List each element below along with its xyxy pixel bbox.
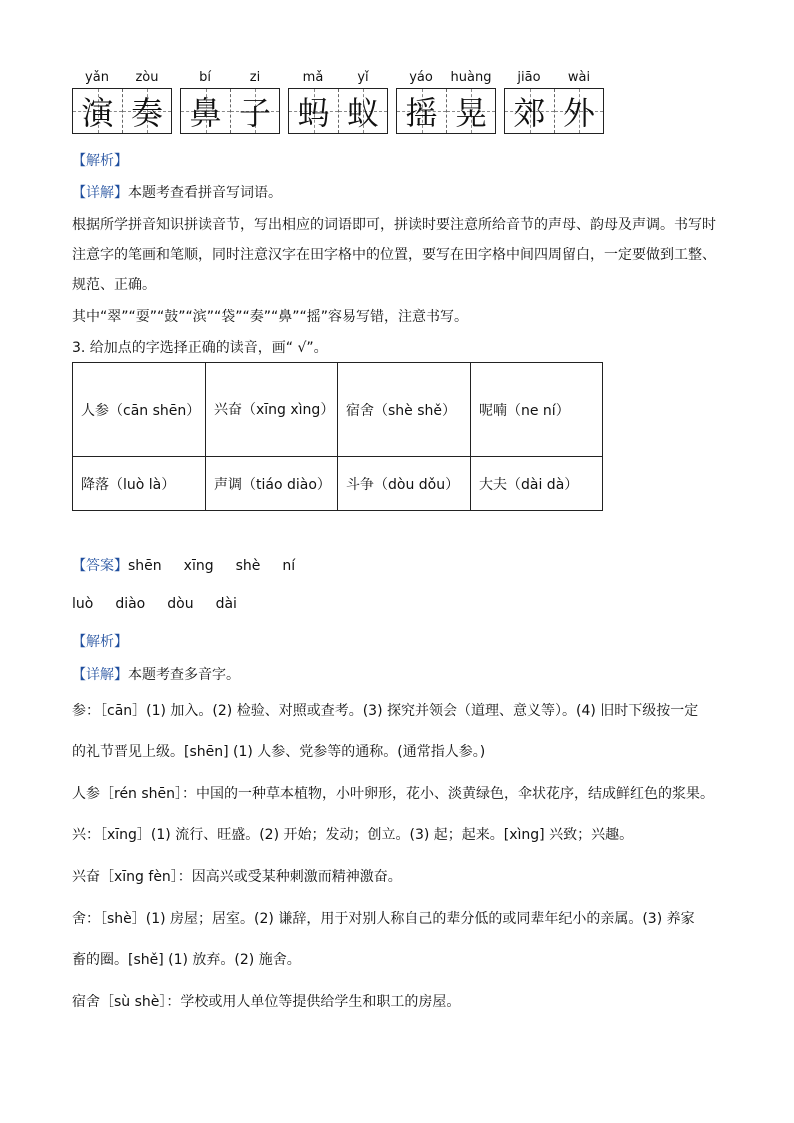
answer-item: luò: [72, 596, 94, 612]
answer-item: shēn: [128, 558, 162, 574]
tianzige-box: [180, 88, 280, 134]
pinyin-label: jiāo: [517, 70, 541, 85]
hanzi-char: 演: [81, 94, 114, 132]
table-cell: 大夫（dài dà）: [471, 457, 603, 511]
reading-options-table: [72, 362, 603, 511]
table-row: [73, 363, 603, 457]
answer-item: ní: [282, 558, 296, 574]
pinyin-label: bí: [199, 70, 211, 85]
pinyin-label: huàng: [450, 70, 492, 85]
hanzi-char: 郊: [513, 94, 546, 132]
answer-item: xīng: [183, 558, 214, 574]
paragraph-line: 根据所学拼音知识拼读音节，写出相应的词语即可，拼读时要注意所给音节的声母、韵母及声调。书写时: [72, 217, 716, 233]
paragraph-line: 注意字的笔画和笔顺，同时注意汉字在田字格中的位置，要写在田字格中间四周留白，一定要做到工整、: [72, 247, 716, 263]
hanzi-char: 摇: [405, 94, 438, 132]
hanzi-char: 蚂: [297, 94, 330, 132]
explanation-line: 畜的圈。[shě] (1) 放弃。(2) 施舍。: [72, 952, 301, 968]
table-cell: 宿舍（shè shě）: [338, 363, 471, 457]
explanation-line: 兴：［xīng］(1) 流行、旺盛。(2) 开始；发动；创立。(3) 起；起来。[xìng] 兴致；兴趣。: [72, 827, 634, 843]
xiangjie-line: [72, 182, 282, 202]
xiangjie-text: 本题考查看拼音写词语。: [128, 185, 282, 201]
explanation-line: 参：［cān］(1) 加入。(2) 检验、对照或查考。(3) 探究并领会（道理、意义等）。(4) 旧时下级按一定: [72, 703, 699, 719]
jiexi-heading: 【解析】: [72, 153, 128, 169]
explanation-line: 宿舍［sù shè］：学校或用人单位等提供给学生和职工的房屋。: [72, 994, 461, 1010]
table-row: [73, 457, 603, 511]
answer-item: dòu: [167, 596, 194, 612]
xiangjie-tag: 【详解】: [72, 185, 128, 201]
pinyin-label: wài: [567, 70, 591, 85]
hanzi-char: 奏: [130, 94, 163, 132]
paragraph-line: 规范、正确。: [72, 277, 156, 293]
question-title: 3. 给加点的字选择正确的读音，画“ √”。: [72, 340, 328, 356]
answer-item: diào: [115, 596, 146, 612]
note-line: 其中“翠”“耍”“鼓”“滨”“袋”“奏”“鼻”“摇”容易写错，注意书写。: [72, 309, 469, 325]
xiangjie-text: 本题考查多音字。: [128, 667, 240, 683]
tianzige-cell: [554, 89, 603, 133]
table-cell: 降落（luò là）: [73, 457, 206, 511]
xiangjie-line: [72, 664, 240, 684]
table-cell: 人参（cān shēn）: [73, 363, 206, 457]
tianzige-cell: [181, 89, 230, 133]
hanzi-char: 蚁: [346, 94, 379, 132]
explanation-line: 兴奋［xīng fèn］：因高兴或受某种刺激而精神激奋。: [72, 869, 402, 885]
tianzige-cell: [230, 89, 279, 133]
hanzi-char: 子: [238, 94, 271, 132]
hanzi-char: 晃: [454, 94, 487, 132]
tianzige-cell: [505, 89, 554, 133]
pinyin-label: yǎn: [85, 70, 109, 85]
table-cell: 呢喃（ne ní）: [471, 363, 603, 457]
tianzige-box: [396, 88, 496, 134]
answer-line: [72, 596, 259, 612]
tianzige-cell: [446, 89, 495, 133]
pinyin-label: yáo: [409, 70, 433, 85]
tianzige-cell: [122, 89, 171, 133]
pinyin-label: mǎ: [302, 70, 324, 85]
hanzi-char: 外: [562, 94, 595, 132]
explanation-line: 人参［rén shēn］：中国的一种草本植物，小叶卵形，花小、淡黄绿色，伞状花序，结成鲜红色的浆果。: [72, 786, 715, 802]
tianzige-box: [72, 88, 172, 134]
answer-item: shè: [235, 558, 261, 574]
jiexi-heading: 【解析】: [72, 634, 128, 650]
explanation-line: 的礼节晋见上级。[shēn] (1) 人参、党参等的通称。(通常指人参。): [72, 744, 486, 760]
tianzige-cell: [289, 89, 338, 133]
pinyin-label: zi: [249, 70, 261, 85]
tianzige-cell: [73, 89, 122, 133]
pinyin-label: zòu: [135, 70, 159, 85]
explanation-line: 舍：［shè］(1) 房屋；居室。(2) 谦辞，用于对别人称自己的辈分低的或同辈年纪小的亲属。(3) 养家: [72, 911, 695, 927]
table-cell: 兴奋（xīng xìng）: [206, 363, 338, 457]
tianzige-cell: [397, 89, 446, 133]
pinyin-label: yǐ: [357, 70, 369, 85]
tianzige-cell: [338, 89, 387, 133]
answer-line: [72, 555, 317, 575]
answer-tag: 【答案】: [72, 558, 128, 574]
tianzige-box: [288, 88, 388, 134]
table-cell: 声调（tiáo diào）: [206, 457, 338, 511]
table-cell: 斗争（dòu dǒu）: [338, 457, 471, 511]
xiangjie-tag: 【详解】: [72, 667, 128, 683]
hanzi-char: 鼻: [189, 94, 222, 132]
tianzige-box: [504, 88, 604, 134]
answer-item: dài: [215, 596, 237, 612]
